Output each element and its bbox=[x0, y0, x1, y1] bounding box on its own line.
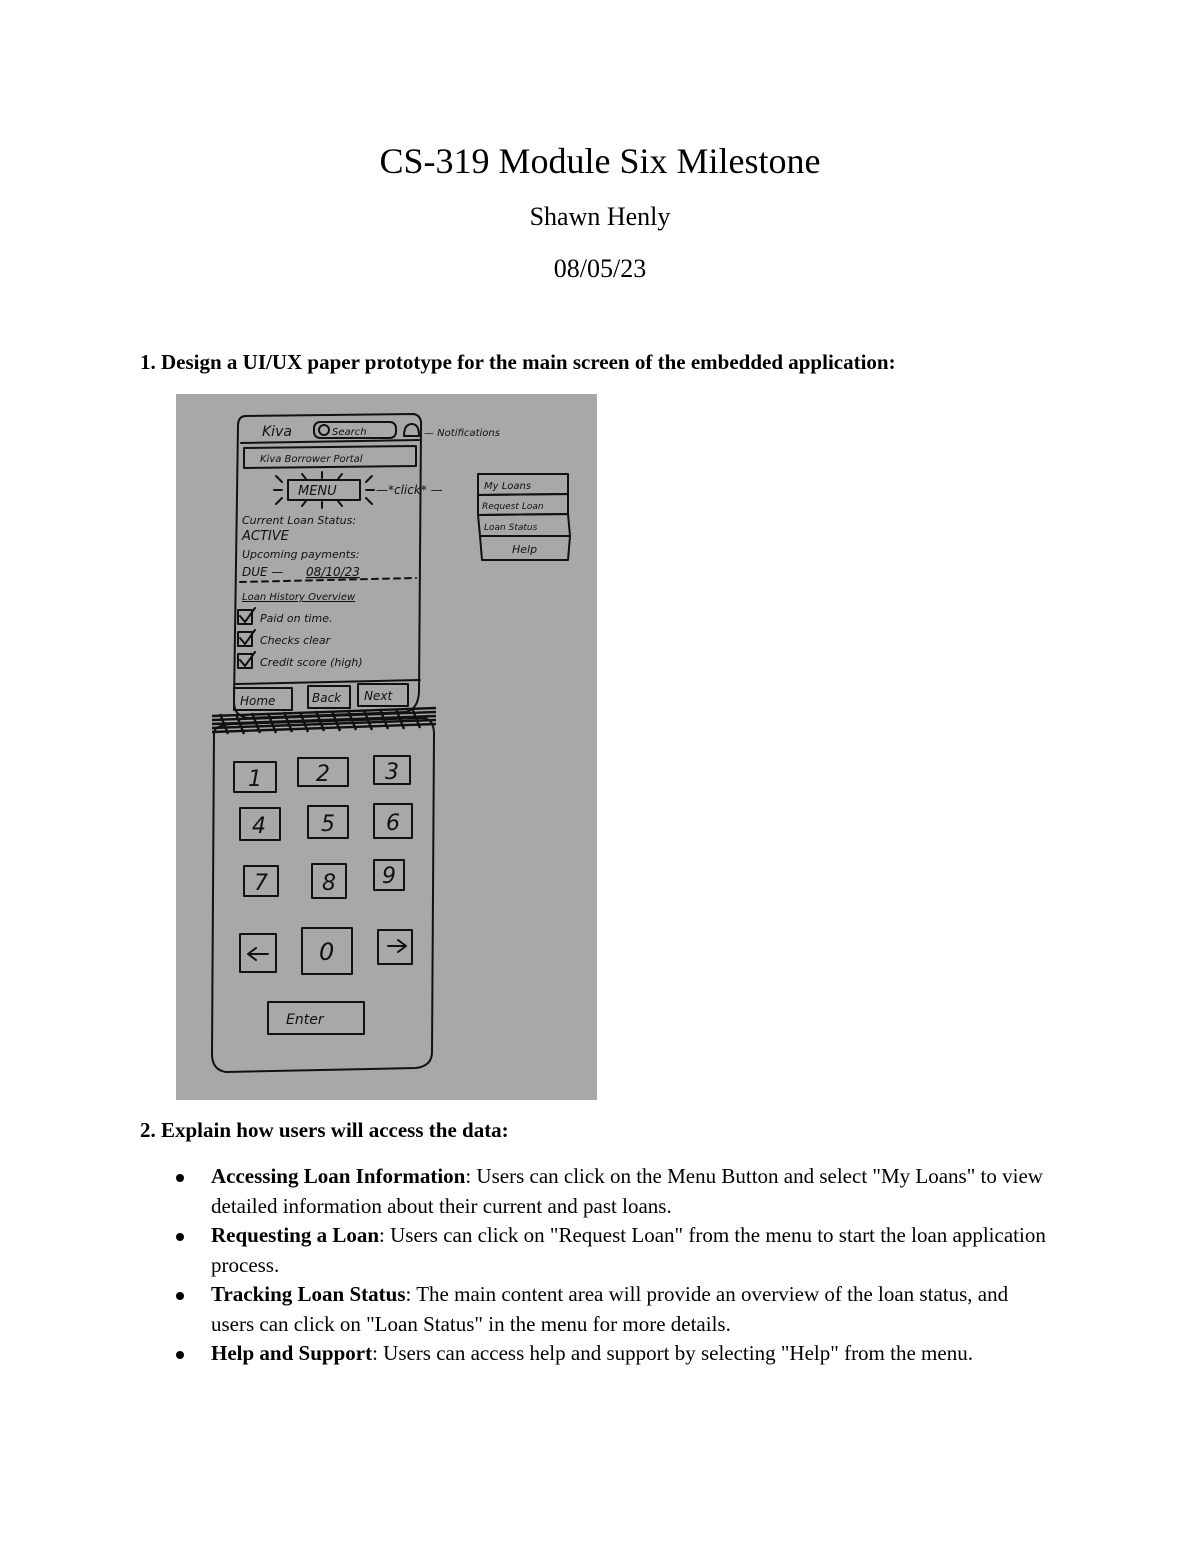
bullet-icon bbox=[176, 1292, 184, 1300]
sketch-back-button: Back bbox=[312, 691, 342, 705]
sketch-key-4: 4 bbox=[252, 814, 266, 839]
sketch-check-paid: Paid on time. bbox=[260, 612, 333, 625]
document-date: 08/05/23 bbox=[553, 254, 647, 283]
list-item bbox=[170, 1221, 1050, 1280]
sketch-portal-title: Kiva Borrower Portal bbox=[260, 454, 363, 465]
sketch-history-label: Loan History Overview bbox=[242, 592, 356, 603]
sketch-key-8: 8 bbox=[322, 871, 336, 896]
bullet-term: Accessing Loan Information bbox=[211, 1164, 466, 1188]
sketch-next-button: Next bbox=[364, 689, 393, 703]
sketch-menu-label: MENU bbox=[298, 484, 337, 499]
section-1-heading: 1. Design a UI/UX paper prototype for the main screen of the embedded application: bbox=[140, 350, 896, 374]
list-item bbox=[170, 1162, 1050, 1221]
sketch-check-credit: Credit score (high) bbox=[260, 656, 363, 669]
paper-prototype-photo bbox=[176, 394, 597, 1100]
sketch-search-label: Search bbox=[332, 427, 367, 438]
bullet-term: Tracking Loan Status bbox=[211, 1282, 406, 1306]
paper-prototype-sketch bbox=[176, 394, 597, 1100]
bullet-icon bbox=[176, 1351, 184, 1359]
sketch-app-name: Kiva bbox=[262, 424, 292, 440]
sketch-key-1: 1 bbox=[248, 767, 262, 792]
access-explanation-list bbox=[170, 1162, 1050, 1369]
sketch-notifications-note: — Notifications bbox=[424, 428, 500, 439]
sketch-due-label: DUE — bbox=[242, 565, 284, 579]
sketch-menu-item-my-loans: My Loans bbox=[484, 481, 532, 492]
document-title: CS-319 Module Six Milestone bbox=[379, 141, 821, 181]
bullet-icon bbox=[176, 1233, 184, 1241]
sketch-key-6: 6 bbox=[386, 811, 400, 836]
sketch-key-0: 0 bbox=[319, 938, 335, 966]
sketch-home-button: Home bbox=[240, 694, 276, 708]
bullet-text: : Users can click on "Request Loan" from the menu to start the loan application process. bbox=[211, 1223, 1046, 1277]
author-name: Shawn Henly bbox=[529, 202, 671, 231]
bullet-text: : The main content area will provide an overview of the loan status, and users can click on "Loan Status" in the menu for more details. bbox=[211, 1282, 1009, 1336]
sketch-due-date: 08/10/23 bbox=[306, 565, 360, 579]
bullet-text: : Users can click on the Menu Button and select "My Loans" to view detailed information about their current and past loans. bbox=[211, 1164, 1043, 1218]
sketch-loan-status-label: Current Loan Status: bbox=[242, 514, 357, 527]
sketch-menu-item-help: Help bbox=[512, 543, 538, 556]
sketch-payments-label: Upcoming payments: bbox=[242, 548, 360, 561]
sketch-key-7: 7 bbox=[254, 871, 268, 896]
list-item bbox=[170, 1339, 1050, 1369]
sketch-loan-status-value: ACTIVE bbox=[242, 529, 289, 544]
bullet-icon bbox=[176, 1174, 184, 1182]
sketch-click-note: —*click* — bbox=[376, 483, 443, 497]
sketch-menu-item-loan-status: Loan Status bbox=[484, 523, 538, 533]
bullet-term: Requesting a Loan bbox=[211, 1223, 380, 1247]
sketch-menu-item-request-loan: Request Loan bbox=[482, 502, 544, 512]
sketch-check-checks: Checks clear bbox=[260, 634, 331, 647]
list-item bbox=[170, 1280, 1050, 1339]
section-2-heading: 2. Explain how users will access the data: bbox=[140, 1118, 509, 1142]
sketch-key-5: 5 bbox=[321, 812, 335, 837]
sketch-key-3: 3 bbox=[385, 760, 399, 785]
bullet-term: Help and Support bbox=[211, 1341, 373, 1365]
sketch-key-2: 2 bbox=[316, 762, 330, 787]
sketch-key-9: 9 bbox=[382, 864, 396, 889]
sketch-enter-button: Enter bbox=[286, 1012, 324, 1028]
bullet-text: : Users can access help and support by selecting "Help" from the menu. bbox=[372, 1341, 973, 1365]
